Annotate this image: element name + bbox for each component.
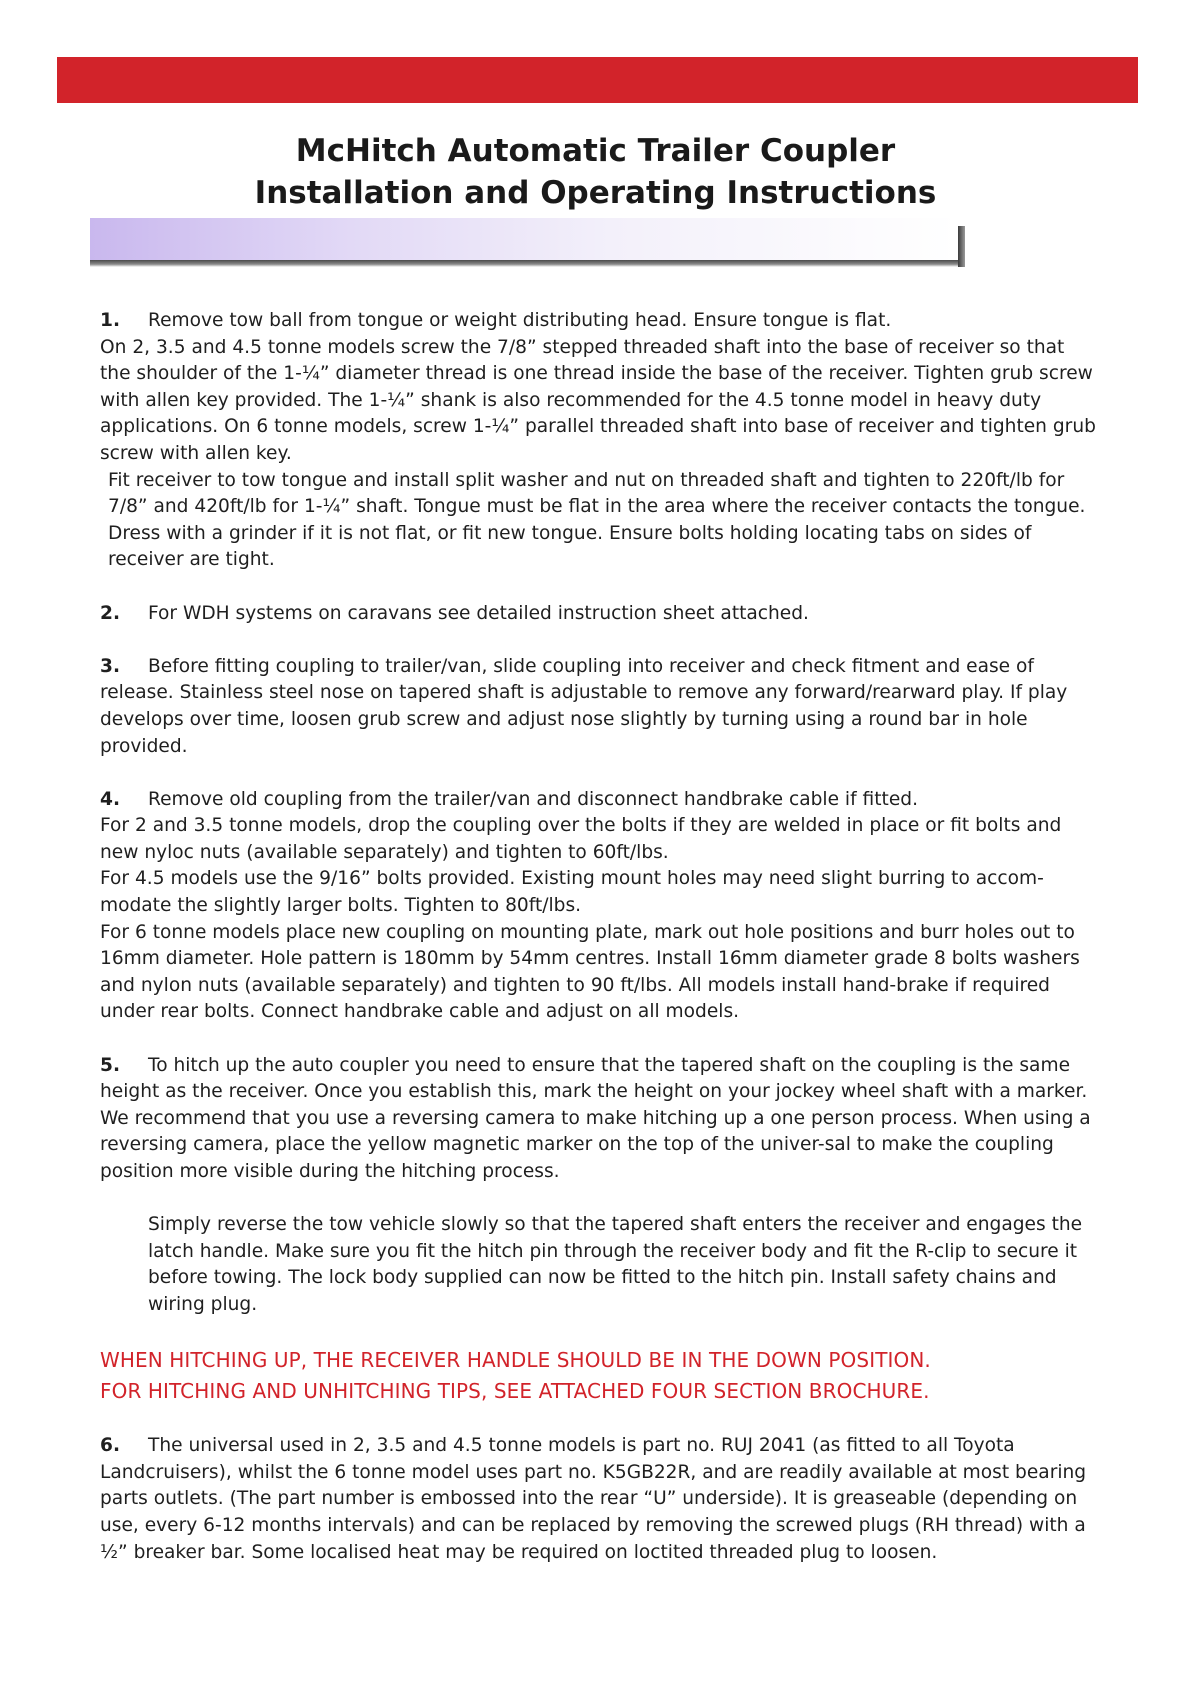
section-number: 6. <box>100 1435 121 1457</box>
section-5 <box>100 1053 1100 1319</box>
title-divider-bar <box>90 218 958 260</box>
section-paragraph <box>100 787 1100 814</box>
title-line-1: McHitch Automatic Trailer Coupler <box>295 133 896 169</box>
section-text: Remove tow ball from tongue or weight distributing head. Ensure tongue is flat. <box>148 310 892 331</box>
section-2 <box>100 601 1100 628</box>
section-number: 2. <box>100 602 121 624</box>
section-text: For WDH systems on caravans see detailed instruction sheet attached. <box>148 602 809 624</box>
section-1 <box>100 308 1100 574</box>
section-paragraph <box>100 308 1100 335</box>
title-line-2: Installation and Operating Instructions <box>254 175 937 211</box>
section-paragraph: On 2, 3.5 and 4.5 tonne models screw the 7/8” stepped threaded shaft into the base of receiver so that the shoulder of the 1-¼” diameter thread is one thread inside the base of the receiver. Tighten grub screw with allen key provided. The 1-¼” shank is also recommended for the 4.5 tonne model in heavy duty applications. On 6 tonne models, screw 1-¼” parallel threaded shaft into base of receiver and tighten grub screw with allen key. <box>100 336 1096 464</box>
section-number: 5. <box>100 1054 121 1076</box>
section-text: The universal used in 2, 3.5 and 4.5 tonne models is part no. RUJ 2041 (as fitted to all Toyota Landcruisers), whilst the 6 tonne model uses part no. K5GB22R, and are readily available at most bearing parts outlets. (The part number is embossed into the rear “U” underside). It is greaseable (depending on use, every 6-12 months intervals) and can be replaced by removing the screwed plugs (RH thread) with a ½” breaker bar. Some localised heat may be required on loctited threaded plug to loosen. <box>100 1435 1087 1563</box>
section-number: 4. <box>100 788 121 810</box>
section-text: Remove old coupling from the trailer/van and disconnect handbrake cable if fitted. <box>148 788 918 810</box>
section-paragraph: For 2 and 3.5 tonne models, drop the coupling over the bolts if they are welded in place or fit bolts and new nyloc nuts (available separately) and tighten to 60ft/lbs. <box>100 815 1062 863</box>
section-text: Before fitting coupling to trailer/van, slide coupling into receiver and check fitment and ease of release. Stainless steel nose on tapered shaft is adjustable to remove any forward/rearward play. If play develops over time, loosen grub screw and adjust nose slightly by turning using a round bar in hole provided. <box>100 655 1068 757</box>
section-6 <box>100 1433 1100 1566</box>
section-paragraph <box>100 601 1100 628</box>
header-color-bar <box>57 57 1138 103</box>
title-divider-edge <box>958 226 965 267</box>
section-text: To hitch up the auto coupler you need to ensure that the tapered shaft on the coupling is the same height as the receiver. Once you establish this, mark the height on your jockey wheel shaft with a marker. We recommend that you use a reversing camera to make hitching up a one person process. When using a reversing camera, place the yellow magnetic marker on the top of the univer-sal to make the coupling position more visible during the hitching process. <box>100 1054 1091 1182</box>
section-4 <box>100 787 1100 1026</box>
section-paragraph <box>100 654 1100 760</box>
warning-line-1: WHEN HITCHING UP, THE RECEIVER HANDLE SHOULD BE IN THE DOWN POSITION. <box>100 1347 931 1372</box>
section-number: 3. <box>100 655 121 677</box>
warning-line-2: FOR HITCHING AND UNHITCHING TIPS, SEE ATTACHED FOUR SECTION BROCHURE. <box>100 1378 930 1403</box>
section-paragraph: For 6 tonne models place new coupling on mounting plate, mark out hole positions and burr holes out to 16mm diameter. Hole pattern is 180mm by 54mm centres. Install 16mm diameter grade 8 bolts washers and nylon nuts (available separately) and tighten to 90 ft/lbs. All models install hand-brake if required under rear bolts. Connect handbrake cable and adjust on all models. <box>100 921 1080 1023</box>
instructions-body <box>100 308 1100 1566</box>
section-3 <box>100 654 1100 760</box>
page-title <box>0 130 1191 214</box>
section-paragraph: Fit receiver to tow tongue and install split washer and nut on threaded shaft and tighten to 220ft/lb for 7/8” and 420ft/lb for 1-¼” shaft. Tongue must be flat in the area where the receiver contacts the tongue. Dress with a grinder if it is not flat, or fit new tongue. Ensure bolts holding locating tabs on sides of receiver are tight. <box>108 469 1086 571</box>
section-paragraph: For 4.5 models use the 9/16” bolts provided. Existing mount holes may need slight burring to accom-modate the slightly larger bolts. Tighten to 80ft/lbs. <box>100 868 1044 917</box>
section-number: 1. <box>100 310 121 331</box>
title-divider-shadow <box>90 260 964 267</box>
section-paragraph <box>100 1433 1100 1566</box>
section-paragraph <box>100 1053 1100 1186</box>
hitching-warning <box>100 1345 1100 1407</box>
section-paragraph: Simply reverse the tow vehicle slowly so that the tapered shaft enters the receiver and engages the latch handle. Make sure you fit the hitch pin through the receiver body and fit the R-clip to secure it before towing. The lock body supplied can now be fitted to the hitch pin. Install safety chains and wiring plug. <box>148 1214 1083 1315</box>
